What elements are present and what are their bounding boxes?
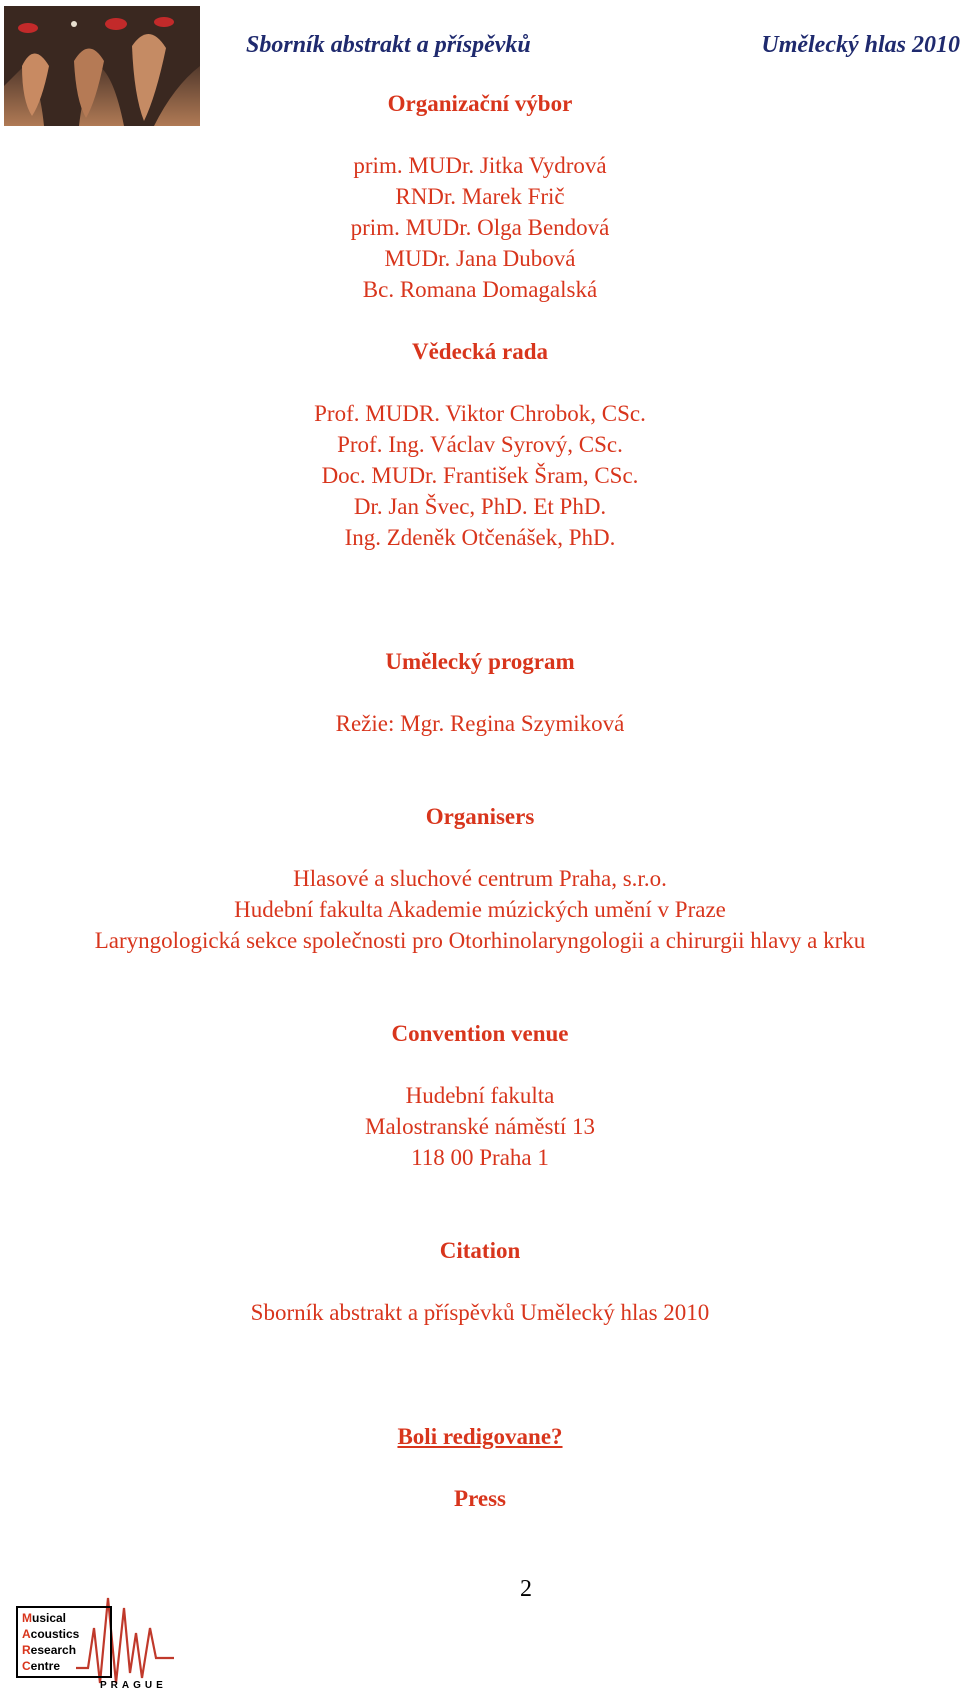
board-member: Prof. MUDR. Viktor Chrobok, CSc. [314,401,646,426]
committee-member: prim. MUDr. Jitka Vydrová [353,153,607,178]
scientific-board-heading: Vědecká rada [411,339,549,364]
committee-member: Bc. Romana Domagalská [362,277,598,302]
citation-heading: Citation [439,1238,521,1263]
logo-text-block [16,1606,112,1678]
edited-heading: Boli redigovane? [397,1424,563,1449]
art-program-heading: Umělecký program [385,649,575,674]
logo-line: Acoustics [22,1627,80,1641]
organiser-item: Laryngologická sekce společnosti pro Otorhinolaryngologii a chirurgii hlavy a krku [94,928,866,953]
venue-line: Hudební fakulta [405,1083,555,1108]
logo-line: Centre [22,1659,61,1673]
venue-line: 118 00 Praha 1 [411,1145,549,1170]
logo-line: Research [22,1643,77,1657]
logo-city: PRAGUE [100,1680,167,1691]
board-member: Doc. MUDr. František Šram, CSc. [321,463,639,488]
press-heading: Press [454,1486,506,1511]
board-member: Prof. Ing. Václav Syrový, CSc. [337,432,623,457]
page-content [0,88,960,1514]
committee-member: MUDr. Jana Dubová [384,246,576,271]
header-title-right: Umělecký hlas 2010 [761,32,960,58]
art-program-direction: Režie: Mgr. Regina Szymiková [335,711,625,736]
board-member: Dr. Jan Švec, PhD. Et PhD. [353,494,607,519]
venue-line: Malostranské náměstí 13 [365,1114,595,1139]
board-member: Ing. Zdeněk Otčenášek, PhD. [344,525,616,550]
organisers-heading: Organisers [425,804,535,829]
logo-line: Musical [22,1611,67,1625]
committee-member: RNDr. Marek Frič [395,184,565,209]
page-number: 2 [520,1576,532,1602]
header-title-left: Sborník abstrakt a příspěvků [246,32,531,58]
organizing-committee-heading: Organizační výbor [387,91,573,116]
citation-text: Sborník abstrakt a příspěvků Umělecký hlas 2010 [250,1300,710,1325]
organiser-item: Hudební fakulta Akademie múzických umění v Praze [234,897,726,922]
venue-heading: Convention venue [391,1021,569,1046]
organiser-item: Hlasové a sluchové centrum Praha, s.r.o. [293,866,667,891]
macr-logo [16,1588,176,1694]
committee-member: prim. MUDr. Olga Bendová [350,215,610,240]
